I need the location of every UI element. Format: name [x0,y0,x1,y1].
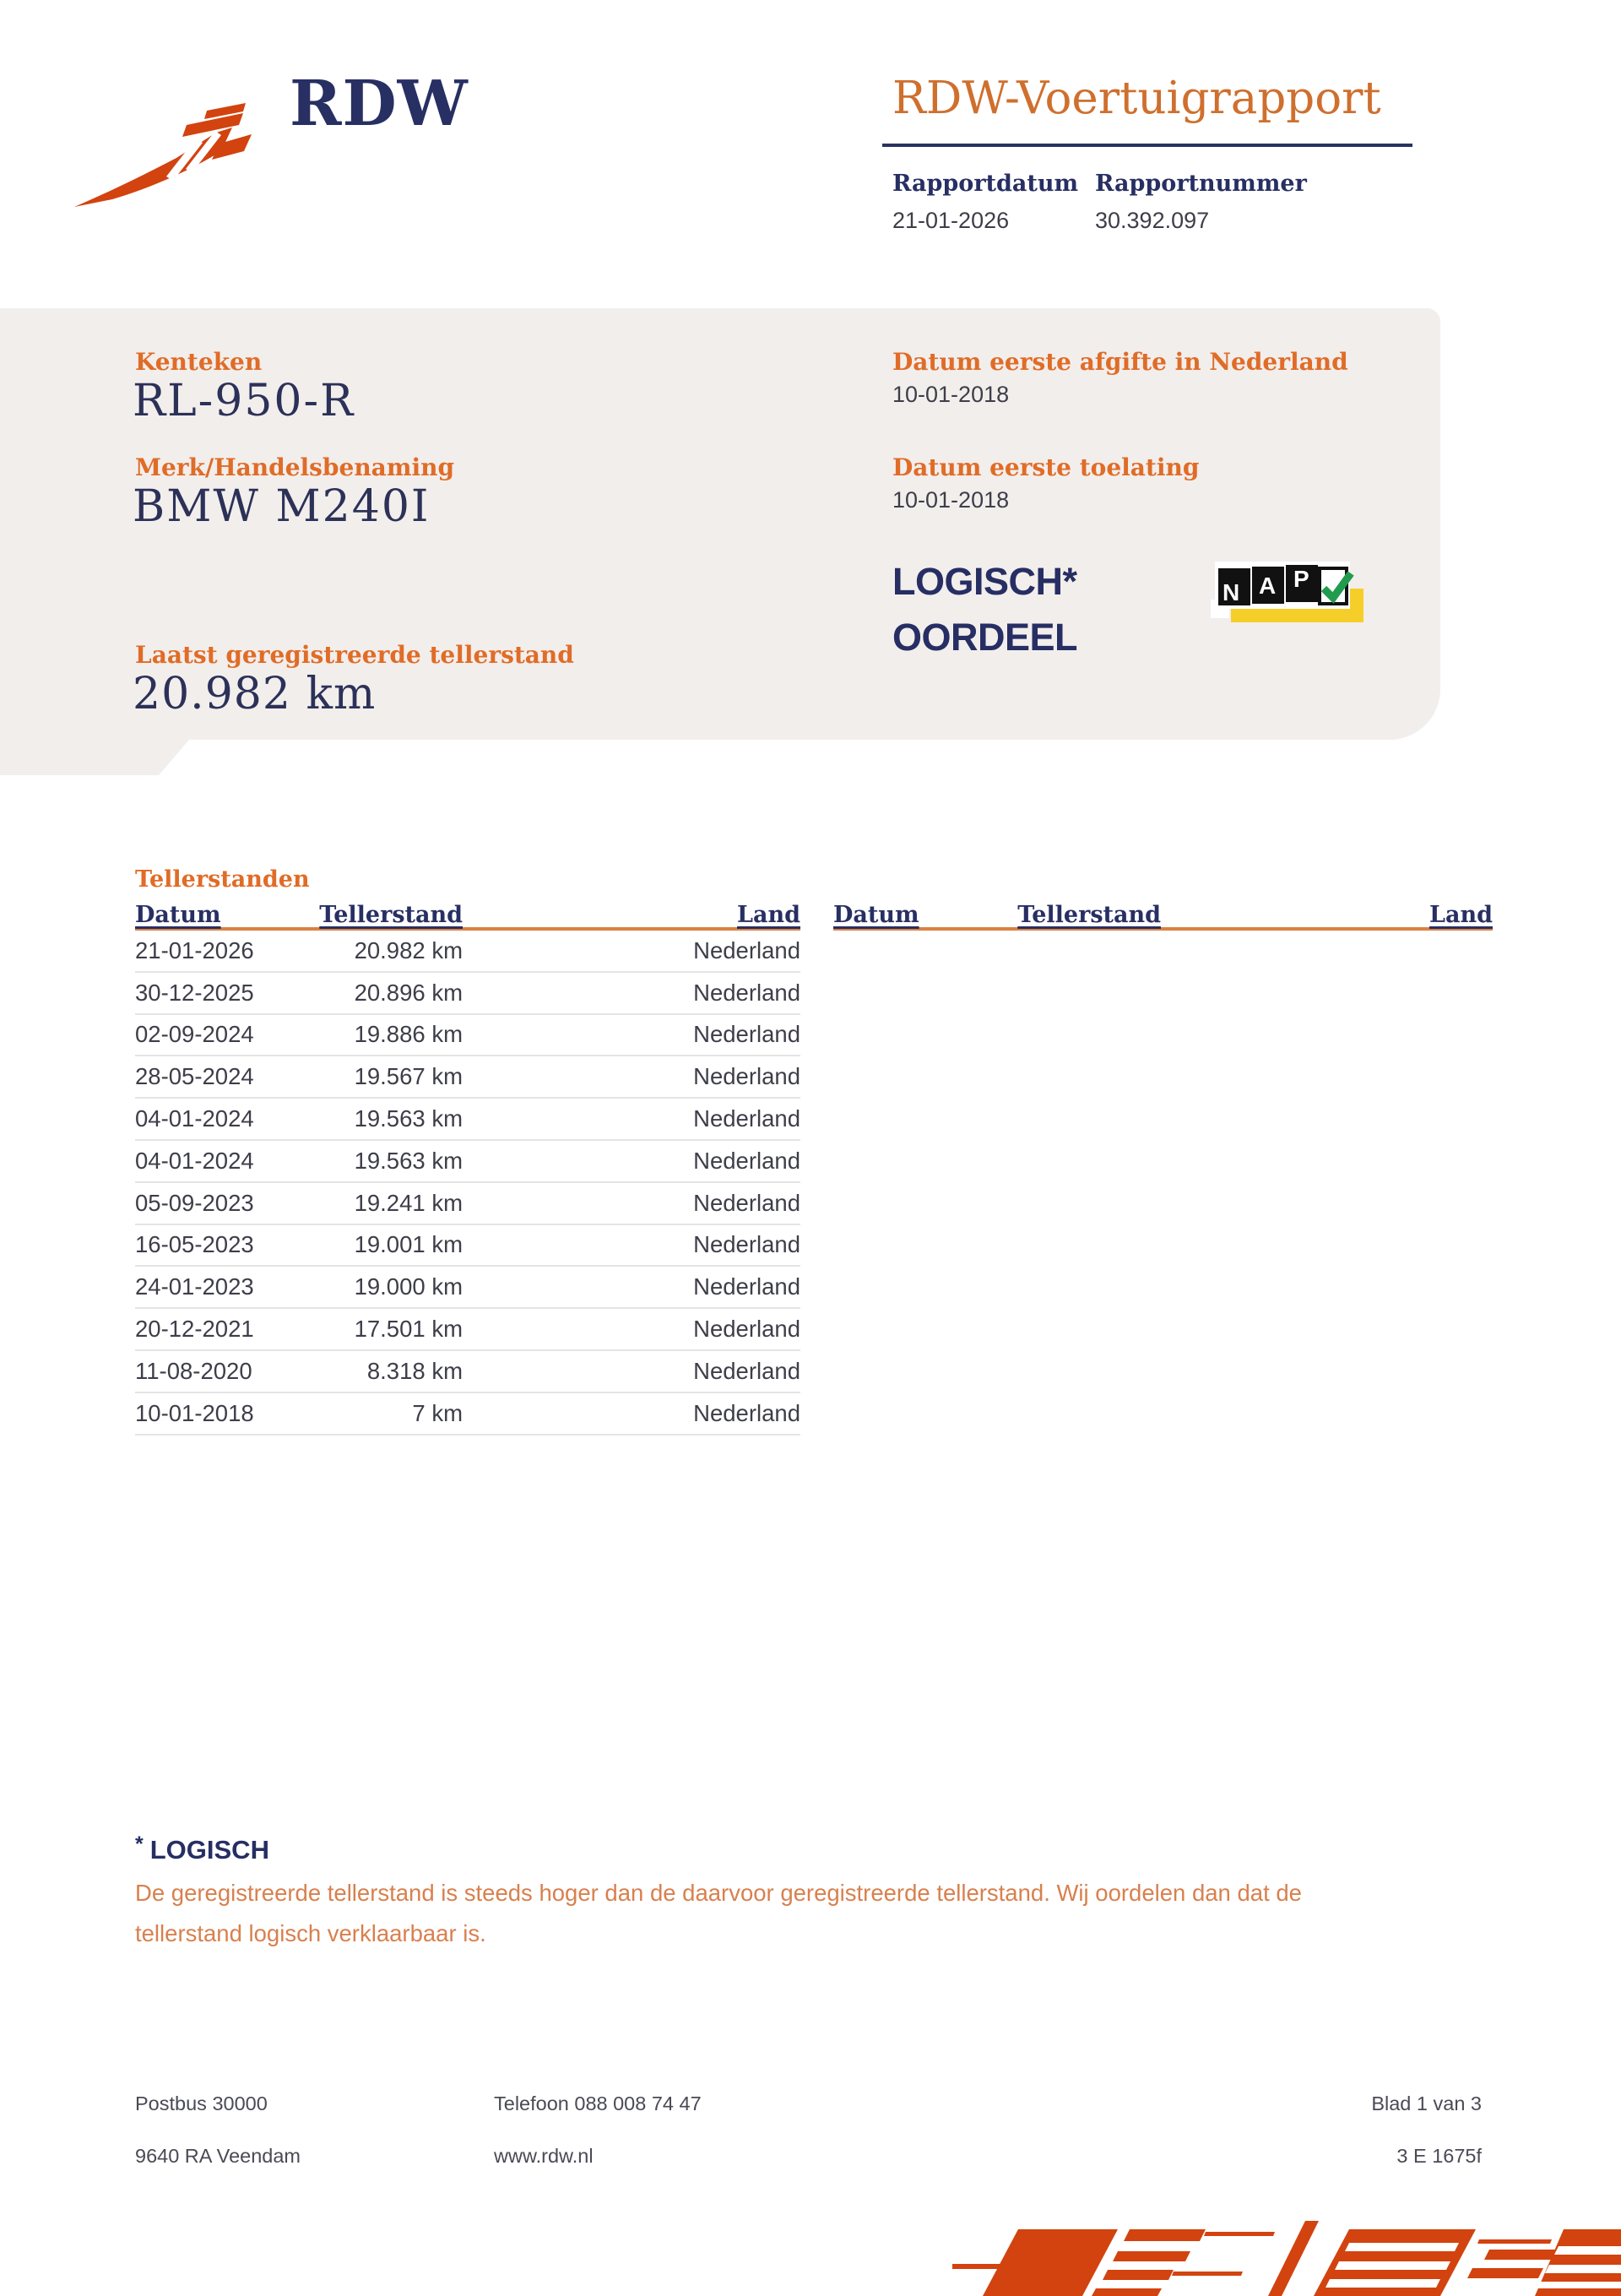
toelating-label: Datum eerste toelating [892,453,1200,481]
kenteken-label: Kenteken [135,348,263,376]
table-row [135,1267,800,1309]
row-date: 02-09-2024 [135,1021,254,1048]
column-header-land: Land [737,902,800,928]
row-tellerstand: 19.563 km [354,1147,463,1174]
oordeel-line1: LOGISCH* [892,560,1077,603]
row-land: Nederland [693,1399,800,1426]
column-header-datum: Datum [833,902,919,928]
row-land: Nederland [693,979,800,1006]
tellerstand-table [135,902,800,1436]
row-land: Nederland [693,1316,800,1343]
table-row [135,1141,800,1183]
row-date: 16-05-2023 [135,1231,254,1258]
footer-website: www.rdw.nl [494,2145,594,2167]
footer-address-line1: Postbus 30000 [135,2092,268,2114]
tellerstand-table-continued [833,902,1493,931]
table-row [135,1015,800,1057]
row-tellerstand: 8.318 km [366,1357,463,1384]
page-title: RDW-Voertuigrapport [892,73,1381,124]
row-date: 05-09-2023 [135,1189,254,1216]
table-row [135,1099,800,1141]
table-row [135,1225,800,1267]
row-date: 11-08-2020 [135,1357,252,1384]
verdict-line1: De geregistreerde tellerstand is steeds hoger dan de daarvoor geregistreerde tellerstand. Wij oordelen dan dat de [135,1880,1302,1906]
svg-text:N: N [1223,579,1240,605]
table-header-row [833,902,1493,931]
row-tellerstand: 19.001 km [354,1231,463,1258]
row-date: 28-05-2024 [135,1063,254,1090]
row-date: 04-01-2024 [135,1147,254,1174]
row-tellerstand: 19.563 km [354,1105,463,1132]
verdict-line2: tellerstand logisch verklaarbaar is. [135,1920,486,1946]
table-row [135,1309,800,1351]
column-header-tellerstand: Tellerstand [1017,902,1161,928]
table-row [135,1351,800,1393]
merk-value: BMW M240I [133,481,431,532]
svg-text:A: A [1259,573,1277,599]
column-header-land: Land [1429,902,1493,928]
column-header-tellerstand: Tellerstand [319,902,463,928]
tellerstanden-section-title: Tellerstanden [135,866,310,893]
title-divider [882,144,1412,147]
column-header-datum: Datum [135,902,221,928]
row-land: Nederland [693,1189,800,1216]
row-land: Nederland [693,1063,800,1090]
row-tellerstand: 19.241 km [354,1189,463,1216]
afgifte-value: 10-01-2018 [892,382,1010,407]
report-number-value: 30.392.097 [1095,208,1210,233]
row-date: 30-12-2025 [135,979,254,1006]
table-row [135,1393,800,1436]
row-land: Nederland [693,1147,800,1174]
table-row [135,1183,800,1225]
row-land: Nederland [693,1105,800,1132]
footer-phone: Telefoon 088 008 74 47 [494,2092,702,2114]
row-date: 20-12-2021 [135,1316,254,1343]
footer-page-indicator: Blad 1 van 3 [1371,2092,1482,2114]
svg-text:P: P [1293,566,1309,592]
row-tellerstand: 19.567 km [354,1063,463,1090]
rdw-wing-graphic [952,2221,1621,2296]
row-tellerstand: 17.501 km [354,1316,463,1343]
verdict-heading-text: LOGISCH [149,1835,269,1864]
laatste-tellerstand-label: Laatst geregistreerde tellerstand [135,641,574,669]
row-land: Nederland [693,1021,800,1048]
row-tellerstand: 19.000 km [354,1273,463,1300]
row-tellerstand: 7 km [412,1399,463,1426]
verdict-asterisk: * [135,1832,144,1856]
rdw-wordmark: RDW [290,68,469,140]
verdict-heading [135,1832,269,1865]
row-date: 24-01-2023 [135,1273,254,1300]
table-row [135,973,800,1015]
rdw-logo-icon [72,87,268,210]
laatste-tellerstand-value: 20.982 km [133,669,377,719]
row-tellerstand: 20.982 km [354,936,463,963]
oordeel-line2: OORDEEL [892,616,1078,659]
row-land: Nederland [693,936,800,963]
footer-doc-code: 3 E 1675f [1396,2145,1482,2167]
table-row [135,931,800,973]
report-date-label: Rapportdatum [892,171,1079,197]
nap-logo [1209,551,1369,622]
table-row [135,1056,800,1099]
table-header-row [135,902,800,931]
row-date: 21-01-2026 [135,936,254,963]
report-number-label: Rapportnummer [1095,171,1307,197]
footer-address-line2: 9640 RA Veendam [135,2145,301,2167]
tellerstand-table-body [135,931,800,1436]
oordeel-text [892,554,1077,665]
row-date: 04-01-2024 [135,1105,254,1132]
row-tellerstand: 19.886 km [354,1021,463,1048]
row-land: Nederland [693,1357,800,1384]
kenteken-value: RL-950-R [133,376,355,426]
merk-label: Merk/Handelsbenaming [135,453,455,481]
afgifte-label: Datum eerste afgifte in Nederland [892,348,1348,376]
row-tellerstand: 20.896 km [354,979,463,1006]
toelating-value: 10-01-2018 [892,487,1010,513]
row-land: Nederland [693,1273,800,1300]
report-date-value: 21-01-2026 [892,208,1010,233]
row-land: Nederland [693,1231,800,1258]
row-date: 10-01-2018 [135,1399,254,1426]
